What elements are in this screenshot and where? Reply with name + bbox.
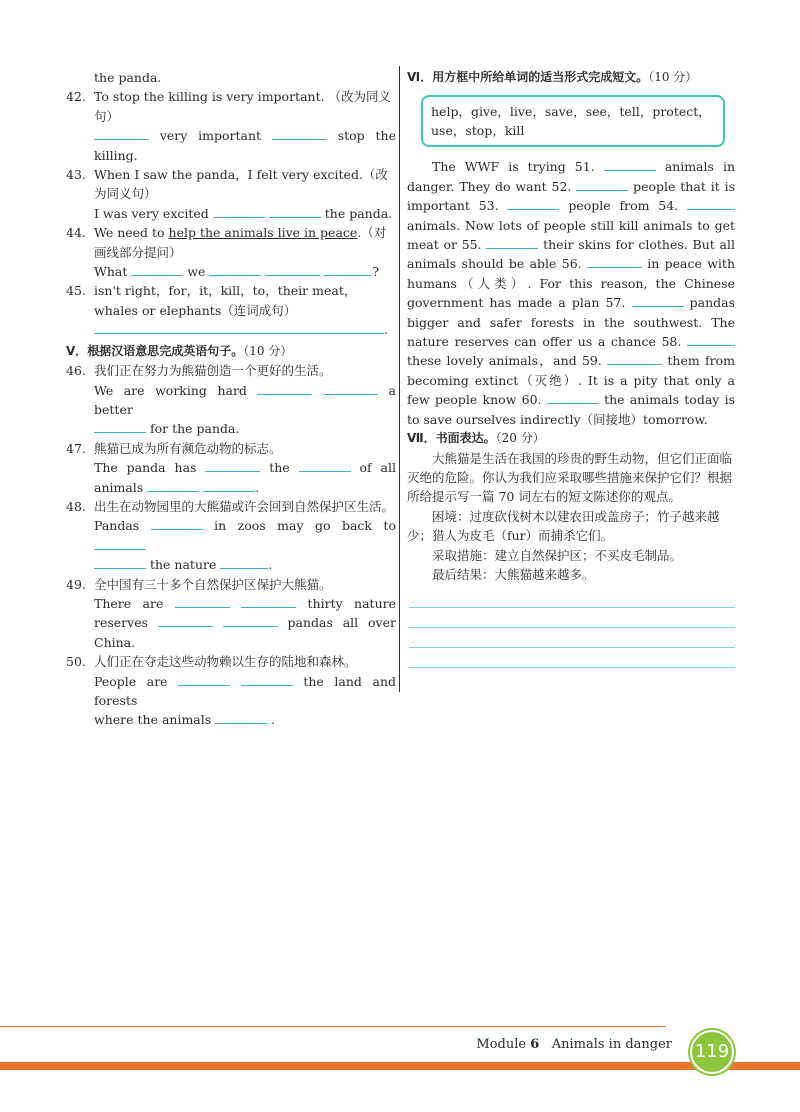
answer-blank[interactable] (178, 672, 230, 686)
writing-hint-situation: 困境：过度砍伐树木以建农田或盖房子；竹子越来越少；猎人为皮毛（fur）而捕杀它们。 (407, 508, 720, 544)
answer-blank[interactable] (94, 126, 149, 140)
answer-blank[interactable] (94, 419, 146, 433)
footer-module-title: Module 6 Animals in danger (476, 1037, 672, 1052)
section-5-heading: Ⅴ．根据汉语意思完成英语句子。（10 分） (66, 343, 293, 358)
answer-blank[interactable] (604, 157, 656, 171)
answer-blank[interactable] (241, 672, 293, 686)
answer-blank[interactable] (158, 613, 213, 627)
answer-blank[interactable] (299, 458, 351, 472)
question-50: 50. 人们正在夺走这些动物赖以生存的陆地和森林。 People are the land and forests where the animals . (66, 654, 396, 728)
question-44: 44. We need to help the animals live in peace.（对画线部分提问） What we ? (66, 223, 396, 281)
answer-blank[interactable] (687, 196, 735, 210)
right-column (407, 68, 735, 668)
answer-blank[interactable] (147, 478, 199, 492)
page-number-badge: 119 (690, 1030, 734, 1074)
answer-blank[interactable] (324, 262, 372, 276)
answer-blank[interactable] (486, 235, 538, 249)
question-48: 48. 出生在动物园里的大熊猫或许会回到自然保护区生活。 Pandas in zoos may go back to the nature . (66, 498, 396, 573)
answer-blank[interactable] (587, 254, 642, 268)
answer-blank[interactable] (94, 320, 384, 334)
column-divider (399, 66, 400, 692)
answer-blank[interactable] (576, 177, 628, 191)
footer-rule-thin (0, 1026, 666, 1027)
question-49: 49. 全中国有三十多个自然保护区保护大熊猫。 There are thirty nature reserves pandas all over China. (66, 576, 397, 650)
writing-hint-measures: 采取措施：建立自然保护区；不买皮毛制品。 (432, 547, 683, 563)
question-47: 47. 熊猫已成为所有濒危动物的标志。 The panda has the of all animals . (66, 440, 396, 495)
cloze-passage: The WWF is trying 51. animals in danger. They do want 52. people that it is important 53. people from 54. animals. Now lots of people still kill animals to get meat or 55. their skins for clothes. But all animals should be able 56. in peace with humans（人类）. For this reason, the Chinese government has made a plan 57. pandas bigger and safer forests in the southwest. The nature reserves can offer us a chance 58. these lovely animals，and 59. them from becoming extinct（灭绝）. It is a pity that only a few people know 60. the animals today is to save ourselves indirectly（间接地）tomorrow. (407, 159, 736, 427)
answer-blank[interactable] (175, 594, 230, 608)
writing-line[interactable] (409, 648, 735, 668)
question-43: 43. When I saw the panda，I felt very excited.（改为同义句） I was very excited the panda. (66, 165, 396, 223)
writing-line[interactable] (409, 608, 735, 628)
answer-blank[interactable] (632, 293, 684, 307)
question-41-continuation: the panda. (94, 70, 162, 85)
answer-blank[interactable] (241, 594, 296, 608)
answer-blank[interactable] (265, 262, 320, 276)
answer-blank[interactable] (131, 262, 183, 276)
writing-prompt: 大熊猫是生活在我国的珍贵的野生动物，但它们正面临灭绝的危险。你认为我们应采取哪些措施来保护它们？根据所给提示写一篇 70 词左右的短文陈述你的观点。 (407, 450, 733, 505)
question-44-prompt: We need to help the animals live in peace.（对画线部分提问） (94, 225, 387, 260)
answer-blank[interactable] (607, 351, 662, 365)
writing-line[interactable] (409, 628, 735, 648)
word-box: help，give，live，save，see，tell，protect，use，stop，kill (421, 95, 725, 147)
answer-blank[interactable] (687, 332, 735, 346)
left-column (66, 68, 396, 730)
question-42: 42. To stop the killing is very important. （改为同义句） very important stop the killing. (66, 89, 396, 163)
footer-rule-thick (0, 1062, 800, 1070)
answer-blank[interactable] (257, 381, 312, 395)
answer-blank[interactable] (215, 710, 267, 724)
answer-blank[interactable] (323, 381, 378, 395)
answer-blank[interactable] (220, 555, 268, 569)
answer-blank[interactable] (94, 536, 146, 550)
answer-blank[interactable] (507, 196, 559, 210)
answer-blank[interactable] (203, 478, 255, 492)
answer-blank[interactable] (547, 390, 599, 404)
question-45-prompt: isn't right，for，it，kill，to，their meat，whales or elephants（连词成句） (94, 283, 357, 318)
answer-blank[interactable] (209, 262, 261, 276)
question-46: 46. 我们正在努力为熊猫创造一个更好的生活。 We are working hard a better for the panda. (66, 363, 396, 437)
answer-blank[interactable] (205, 458, 260, 472)
section-6-heading: Ⅵ．用方框中所给单词的适当形式完成短文。（10 分） (407, 70, 698, 84)
question-42-prompt: To stop the killing is very important. （改为同义句） (94, 89, 392, 124)
question-43-prompt: When I saw the panda，I felt very excited.（改为同义句） (94, 167, 388, 202)
writing-area[interactable] (407, 588, 735, 668)
section-7-heading: Ⅶ．书面表达。（20 分） (407, 431, 545, 446)
answer-blank[interactable] (151, 516, 203, 530)
underlined-phrase: help the animals live in peace (168, 225, 358, 241)
question-45: 45. isn't right，for，it，kill，to，their meat，whales or elephants（连词成句） . (66, 281, 396, 339)
answer-blank[interactable] (269, 204, 321, 218)
answer-blank[interactable] (94, 555, 146, 569)
answer-blank[interactable] (213, 204, 265, 218)
writing-line[interactable] (409, 588, 735, 608)
answer-blank[interactable] (272, 126, 327, 140)
answer-blank[interactable] (223, 613, 278, 627)
writing-hint-result: 最后结果：大熊猫越来越多。 (432, 566, 595, 582)
